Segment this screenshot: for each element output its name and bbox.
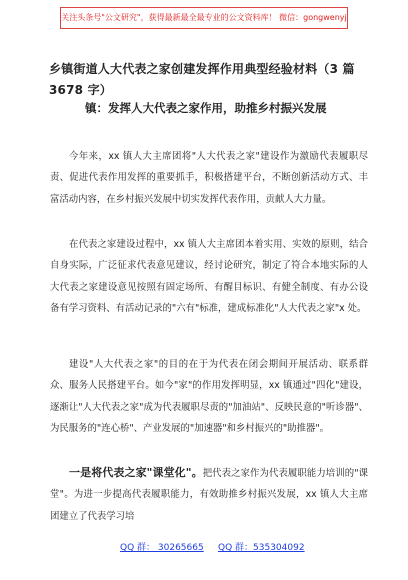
paragraph-3: 建设"人大代表之家"的目的在于为代表在闭会期间开展活动、联系群众、服务人民搭建平台。如今"家"的作用发挥明显，xx 镇通过"四化"建设，逐渐让"人大代表之家"成为代表履职尽责的"加油站"、反映民意的"听诊器"、为民服务的"连心桥"、产业发展的"加速器"和乡村振兴的"助推器"。 (50, 359, 368, 435)
paragraph-2: 在代表之家建设过程中，xx 镇人大主席团本着实用、实效的原则，结合自身实际，广泛征求代表意见建议，经讨论研究，制定了符合本地实际的人大代表之家建设意见按照有固定场所、有醒目标识、有健全制度、有办公设备有学习资料、有活动记录的"六有"标准，建成标准化"人大代表之家"x 处。 (50, 239, 368, 315)
paragraph-4-lead: 一是将代表之家"课堂化"。 (69, 466, 203, 479)
qq-group-link-2[interactable]: QQ 群：535304092 (218, 543, 305, 553)
header-banner (60, 7, 348, 29)
document-title: 乡镇街道人大代表之家创建发挥作用典型经验材料（3 篇 3678 字） (49, 62, 355, 97)
banner-text: 关注头条号"公文研究"，获得最新最全最专业的公文资料库！ 微信：gongwenyj (61, 13, 347, 22)
page-footer (0, 540, 408, 554)
qq-group-link-1[interactable]: QQ 群： 30265665 (120, 543, 204, 553)
paragraph-1: 今年来，xx 镇人大主席团将"人大代表之家"建设作为激励代表履职尽责、促进代表作用发挥的重要抓手，积极搭建平台，不断创新活动方式、丰富活动内容，在乡村振兴发展中切实发挥代表作用，贡献人大力量。 (50, 151, 368, 205)
paragraph-4-text: 把代表之家作为代表履职能力培训的"课堂"。为进一步提高代表履职能力，有效助推乡村振兴发展，xx 镇人大主席团建立了代表学习培 (50, 468, 368, 522)
paragraph-4 (50, 462, 368, 527)
document-subtitle: 镇：发挥人大代表之家作用，助推乡村振兴发展 (85, 101, 327, 115)
